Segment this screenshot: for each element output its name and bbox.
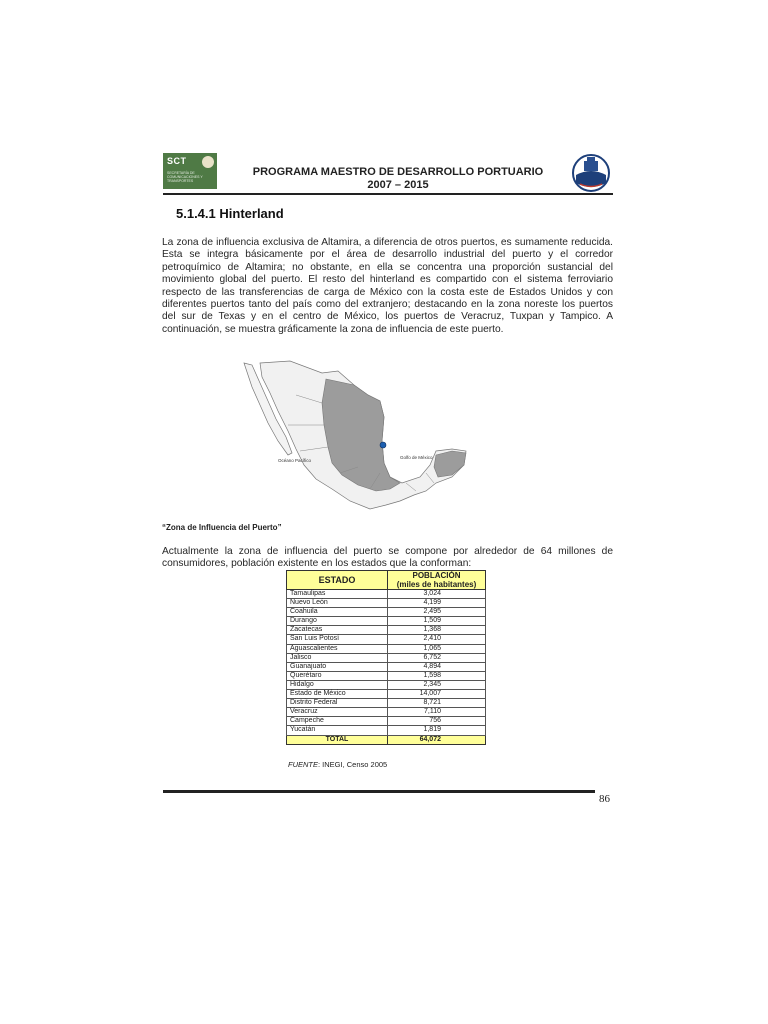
map-label-pacific: Océano Pacífico <box>278 458 312 463</box>
cell-estado: Zacatecas <box>287 626 388 635</box>
header-rule <box>163 193 613 195</box>
page-number: 86 <box>599 793 610 805</box>
cell-poblacion: 2,345 <box>388 680 486 689</box>
cell-estado: Guanajuato <box>287 662 388 671</box>
table-row <box>287 590 486 599</box>
cell-estado: Coahuila <box>287 608 388 617</box>
source-label: FUENTE <box>288 760 318 769</box>
map-label-gulf: Golfo de México <box>400 455 433 460</box>
cell-poblacion: 1,065 <box>388 644 486 653</box>
cell-poblacion: 14,007 <box>388 690 486 699</box>
cell-poblacion: 1,598 <box>388 671 486 680</box>
table-header-row <box>287 571 486 590</box>
cell-poblacion: 3,024 <box>388 590 486 599</box>
total-value: 64,072 <box>388 735 486 744</box>
table-total-row <box>287 735 486 744</box>
cell-poblacion: 4,894 <box>388 662 486 671</box>
column-header-estado: ESTADO <box>287 571 388 590</box>
cell-poblacion: 7,110 <box>388 708 486 717</box>
cell-poblacion: 756 <box>388 717 486 726</box>
column-header-poblacion-line1: POBLACIÓN <box>412 571 461 580</box>
table-row <box>287 617 486 626</box>
cell-estado: Veracruz <box>287 708 388 717</box>
map-caption: “Zona de Influencia del Puerto” <box>162 523 282 532</box>
cell-estado: Aguascalientes <box>287 644 388 653</box>
cell-estado: Nuevo León <box>287 599 388 608</box>
cell-poblacion: 2,495 <box>388 608 486 617</box>
header-title-line1: PROGRAMA MAESTRO DE DESARROLLO PORTUARIO <box>252 166 544 178</box>
header-title <box>228 166 568 192</box>
population-table-body <box>287 590 486 736</box>
cell-estado: Hidalgo <box>287 680 388 689</box>
cell-poblacion: 1,819 <box>388 726 486 735</box>
cell-estado: Yucatán <box>287 726 388 735</box>
total-label: TOTAL <box>287 735 388 744</box>
table-row <box>287 699 486 708</box>
population-table <box>286 570 486 745</box>
source-text: : INEGI, Censo 2005 <box>318 760 388 769</box>
cell-estado: Distrito Federal <box>287 699 388 708</box>
table-row <box>287 708 486 717</box>
table-row <box>287 653 486 662</box>
paragraph-hinterland: La zona de influencia exclusiva de Altamira, a diferencia de otros puertos, es sumamente reducida. Esta se integra básicamente por el área de desarrollo industrial del puerto y el corredor petroquímico de Altamira; no obstante, en ella se concentra una proporción sustancial del movimiento global del puerto. El resto del hinterland es compartido con el sistema ferroviario respecto de las transferencias de carga de México con la costa este de Estados Unidos y con diferentes puertos tanto del país como del extranjero; destacando en la zona noreste los puertos del sur de Texas y en el centro de México, los puertos de Veracruz, Tuxpan y Tampico. A continuación, se muestra gráficamente la zona de influencia de este puerto. <box>162 237 613 335</box>
sct-logo-subtitle: SECRETARÍA DE COMUNICACIONES Y TRANSPORTES <box>167 171 203 183</box>
section-heading <box>176 206 284 221</box>
cell-poblacion: 8,721 <box>388 699 486 708</box>
table-row <box>287 671 486 680</box>
table-row <box>287 717 486 726</box>
table-row <box>287 626 486 635</box>
table-row <box>287 635 486 644</box>
cell-poblacion: 4,199 <box>388 599 486 608</box>
table-row <box>287 599 486 608</box>
cell-estado: Jalisco <box>287 653 388 662</box>
sct-logo <box>163 153 217 189</box>
table-row <box>287 644 486 653</box>
section-title: Hinterland <box>219 206 284 221</box>
table-row <box>287 608 486 617</box>
cell-poblacion: 2,410 <box>388 635 486 644</box>
cell-poblacion: 1,509 <box>388 617 486 626</box>
header-title-line2: 2007 – 2015 <box>367 179 429 191</box>
cell-poblacion: 1,368 <box>388 626 486 635</box>
mexico-influence-map <box>230 355 480 517</box>
column-header-poblacion-line2: (miles de habitantes) <box>396 580 477 589</box>
cell-estado: San Luis Potosí <box>287 635 388 644</box>
table-row <box>287 726 486 735</box>
cell-poblacion: 6,752 <box>388 653 486 662</box>
cell-estado: Estado de México <box>287 690 388 699</box>
table-row <box>287 690 486 699</box>
table-source <box>288 760 387 769</box>
cell-estado: Querétaro <box>287 671 388 680</box>
cell-estado: Campeche <box>287 717 388 726</box>
cell-estado: Durango <box>287 617 388 626</box>
sct-logo-title: SCT <box>167 156 187 166</box>
coat-of-arms-icon <box>202 156 214 168</box>
table-row <box>287 662 486 671</box>
column-header-poblacion <box>388 571 486 590</box>
cell-estado: Tamaulipas <box>287 590 388 599</box>
section-number: 5.1.4.1 <box>176 206 216 221</box>
paragraph-population: Actualmente la zona de influencia del puerto se compone por alrededor de 64 millones de consumidores, población existente en los estados que la conforman: <box>162 546 613 569</box>
footer-rule <box>163 790 595 793</box>
table-row <box>287 680 486 689</box>
port-authority-logo-icon <box>570 153 612 193</box>
